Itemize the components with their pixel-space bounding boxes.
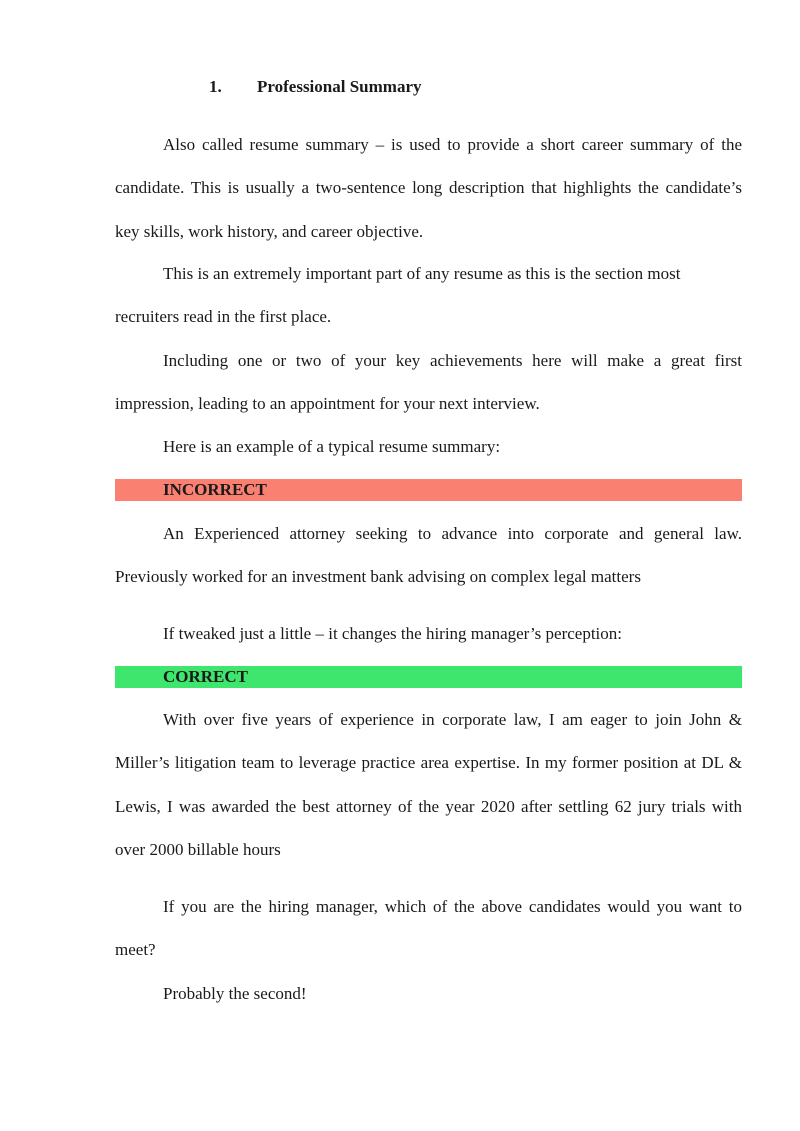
paragraph-importance: This is an extremely important part of any resume as this is the section most recruiters read in the first place. (115, 264, 681, 327)
section-number: 1. (209, 77, 222, 96)
correct-example-text: With over five years of experience in corporate law, I am eager to join John & Miller’s litigation team to leverage practice area expertise. In my former position at DL & Lewis, I was awarded the best attorney of the year 2020 after settling 62 jury trials with over 2000 billable hours (115, 710, 742, 859)
answer-text: Probably the second! (163, 984, 307, 1003)
correct-label: CORRECT (115, 666, 742, 688)
paragraph-achievements: Including one or two of your key achievements here will make a great first impression, leading to an appointment for your next interview. (115, 351, 742, 414)
section-title: Professional Summary (257, 77, 422, 96)
question-text: If you are the hiring manager, which of the above candidates would you want to meet? (115, 897, 742, 960)
paragraph-example-intro: Here is an example of a typical resume summary: (163, 437, 501, 456)
tweak-intro-text: If tweaked just a little – it changes the hiring manager’s perception: (163, 624, 623, 643)
incorrect-label: INCORRECT (115, 479, 742, 501)
incorrect-example-text: An Experienced attorney seeking to advance into corporate and general law. Previously worked for an investment bank advising on complex legal matters (115, 524, 742, 587)
section-heading (209, 76, 422, 98)
paragraph-definition: Also called resume summary – is used to provide a short career summary of the candidate. This is usually a two-sentence long description that highlights the candidate’s key skills, work history, and career objective. (115, 135, 742, 241)
